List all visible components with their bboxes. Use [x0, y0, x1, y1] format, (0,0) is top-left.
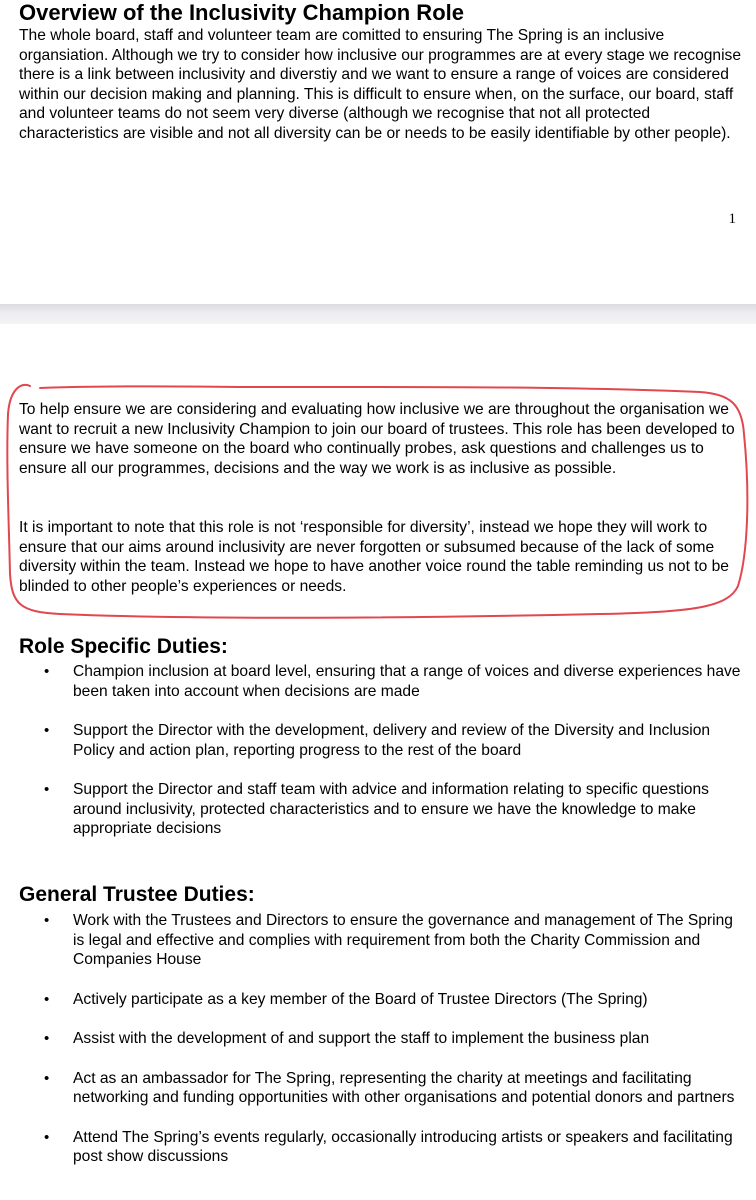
page-title: Overview of the Inclusivity Champion Role	[19, 0, 464, 25]
role-specific-duties-heading: Role Specific Duties:	[19, 635, 228, 658]
bullet-icon: •	[44, 912, 50, 929]
list-item: • Attend The Spring’s events regularly, occasionally introducing artists or speakers and facilitating post show discussions	[44, 1128, 733, 1165]
list-item: • Work with the Trustees and Directors to ensure the governance and management of The Spring is legal and effective and complies with requirement from both the Charity Commission and Companies House	[44, 912, 733, 968]
bullet-icon: •	[44, 1128, 50, 1146]
bullet-icon: •	[44, 1069, 50, 1087]
bullet-icon: •	[44, 663, 50, 680]
general-duties-list	[0, 911, 756, 1187]
bullet-icon: •	[44, 781, 50, 798]
list-item: • Act as an ambassador for The Spring, representing the charity at meetings and facilitating networking and funding opportunities with other organisations and potential donors and partners	[44, 1069, 735, 1106]
bullet-icon: •	[44, 1030, 50, 1047]
general-trustee-duties-heading: General Trustee Duties:	[19, 883, 255, 906]
list-item: • Assist with the development of and support the staff to implement the business plan	[44, 1030, 650, 1047]
page-number: 1	[728, 211, 736, 227]
bullet-icon: •	[44, 990, 50, 1008]
bullet-icon: •	[44, 722, 50, 739]
list-item: • Support the Director with the development, delivery and review of the Diversity and Inclusion Policy and action plan, reporting progress to the rest of the board	[44, 722, 711, 759]
document-page-2	[0, 324, 756, 1200]
list-item: • Support the Director and staff team with advice and information relating to specific questions around inclusivity, protected characteristics and to ensure we have the knowledge to make appropriate decisions	[44, 781, 709, 837]
champion-paragraph: To help ensure we are considering and evaluating how inclusive we are throughout the organisation we want to recruit a new Inclusivity Champion to join our board of trustees. This role has been developed to ensure we have someone on the board who continually probes, ask questions and challenges us to ensure all our programmes, decisions and the way we work is as inclusive as possible.	[19, 401, 735, 477]
document-page-1	[0, 0, 756, 304]
responsibility-note-paragraph: It is important to note that this role is not ‘responsible for diversity’, instead we hope they will work to ensure that our aims around inclusivity are never forgotten or subsumed because of the lack of some diversity within the team. Instead we hope to have another voice round the table reminding us not to be blinded to other people’s experiences or needs.	[19, 519, 729, 595]
role-duties-list	[0, 662, 756, 859]
page-separator	[0, 304, 756, 324]
list-item: • Actively participate as a key member of the Board of Trustee Directors (The Spring)	[44, 990, 648, 1008]
intro-paragraph: The whole board, staff and volunteer team are comitted to ensuring The Spring is an inclusive organsiation. Although we try to consider how inclusive our programmes are at every stage we recognise there is a link between inclusivity and diverstiy and we want to ensure a range of voices are considered within our decision making and planning. This is difficult to ensure when, on the surface, our board, staff and volunteer teams do not seem very diverse (although we recognise that not all protected characteristics are visible and not all diversity can be or needs to be easily identifiable by other people).	[19, 27, 742, 142]
list-item: • Champion inclusion at board level, ensuring that a range of voices and diverse experiences have been taken into account when decisions are made	[44, 663, 741, 700]
